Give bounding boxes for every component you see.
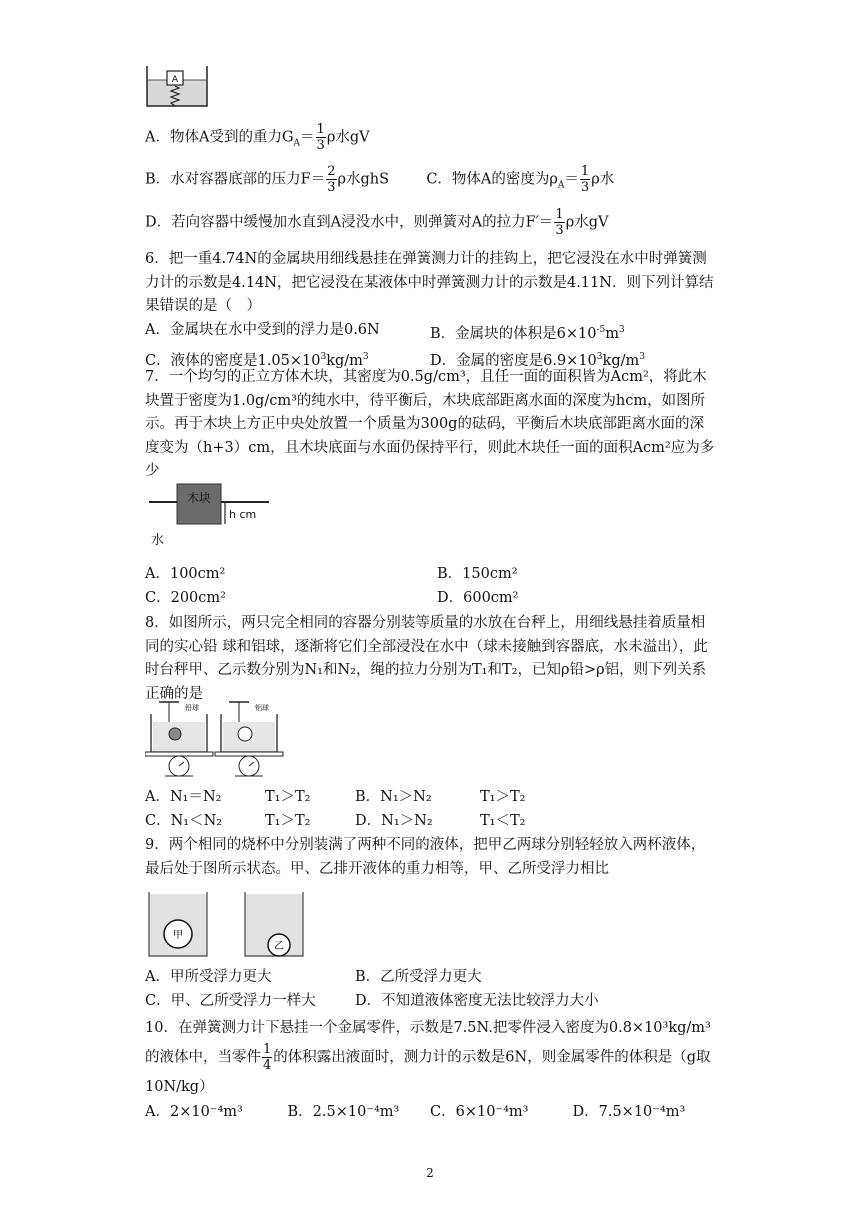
q8-stem: 8．如图所示，两只完全相同的容器分别装等质量的水放在台秤上，用细线悬挂着质量相同的实心铅 球和铝球，逐渐将它们全部浸没在水中（球未接触到容器底，水未溢出），此时台秤甲、乙示数分别为N₁和N₂，绳的拉力分别为T₁和T₂，已知ρ铅>ρ铝，则下列关系正确的是 [145,615,708,702]
q9-stem: 9．两个相同的烧杯中分别装满了两种不同的液体，把甲乙两球分别轻轻放入两杯液体，最后处于图所示状态。甲、乙排开液体的重力相等，甲、乙所受浮力相比 [145,837,706,877]
q10-stem: 10．在弹簧测力计下悬挂一个金属零件，示数是7.5N.把零件浸入密度为0.8×10³kg/m³的液体中，当零件 $\frac{1}{4}$ 的体积露出液面时，测力计的示数是6N，则金属零件的体积是（g取10N/kg） [145,1020,711,1095]
figure-depth-label: h cm [229,508,257,521]
q5-b-fraction: $\frac{2}{3}$ [327,164,336,195]
figure-water-label: 水 [151,533,165,548]
two-beakers-figure [145,890,315,960]
q5-a-eq: ＝ [300,129,315,146]
q7-option-c: C．200cm² [145,589,226,606]
q5-a-sub: A [293,138,301,149]
q5-b-post: ρ水ghS [337,171,390,188]
q6-option-b: B．金属块的体积是$6\times 10^{-5}m^3$ [430,324,625,342]
q10-option-a: A．2×10⁻⁴m³ [145,1104,243,1120]
q5-c-post: ρ水 [591,171,615,188]
q9-option-a: A．甲所受浮力更大 [145,969,272,985]
q5-option-a [145,122,715,156]
q10-fraction: $\frac{1}{4}$ [263,1042,272,1073]
figure-label-a: A [171,75,179,85]
q5-a-text: A．物体A受到的重力G [145,129,294,146]
q5-d-post: ρ水gV [565,214,609,231]
figure-al-label: 铝球 [255,704,269,712]
wood-block-figure [145,480,275,556]
q8-options-cd: C．N₁＜N₂ T₁＞T₂ D．N₁＞N₂ T₁＜T₂ [145,812,526,829]
q7-option-b: B．150cm² [437,566,518,582]
q5-c-fraction: $\frac{1}{3}$ [580,164,590,195]
q10-option-d: D．7.5×10⁻⁴m³ [572,1104,686,1120]
container-spring-figure [145,64,211,108]
q10-option-b: B．2.5×10⁻⁴m³ [287,1104,400,1120]
q7-option-d: D．600cm² [437,589,519,606]
q6-option-c: C．液体的密度是$1.05\times 10^3kg/m^3$ [145,351,369,369]
q9-option-b: B．乙所受浮力更大 [355,969,482,985]
q5-option-bc [145,164,715,198]
q6-option-d: D．金属的密度是$6.9\times 10^3kg/m^3$ [430,351,645,369]
q6-stem: 6．把一重4.74N的金属块用细线悬挂在弹簧测力计的挂钩上，把它浸没在水中时弹簧测力计的示数是4.14N，把它浸没在某液体中时弹簧测力计的示数是4.11N．则下列计算结果错误的是（ ） [145,251,714,314]
q5-d-fraction: $\frac{1}{3}$ [555,207,564,238]
q7-stem: 7．一个均匀的正立方体木块，其密度为0.5g/cm³，且任一面的面积皆为Acm²，将此木块置于密度为1.0g/cm³的纯水中，待平衡后，木块底部距离水面的深度为hcm，如图所示。再于木块上方正中央处放置一个质量为300g的砝码，平衡后木块底部距离水面的深度变为（h+3）cm，且木块底面与水面仍保持平行，则此木块任一面的面积Acm²应为多少 [145,369,715,479]
figure-jia-label: 甲 [173,930,183,941]
two-scales-figure [145,700,285,780]
q5-c-eq: ＝ [564,171,579,188]
q5-option-d [145,207,715,238]
q9-option-c: C．甲、乙所受浮力一样大 [145,992,316,1009]
q6-option-a: A．金属块在水中受到的浮力是0.6N [145,321,380,338]
q5-c-sub: A [557,180,565,191]
q8-options-ab: A．N₁＝N₂ T₁＞T₂ B．N₁＞N₂ T₁＞T₂ [145,789,526,805]
q5-c-text: C．物体A的密度为ρ [426,171,558,188]
q7-option-a: A．100cm² [145,566,226,582]
figure-block-label: 木块 [186,491,212,505]
q5-b-text: B．水对容器底部的压力F＝ [145,171,326,188]
q5-a-fraction: $\frac{1}{3}$ [316,122,325,153]
figure-lead-label: 铅球 [185,704,199,712]
figure-yi-label: 乙 [274,941,284,952]
q5-d-text: D．若向容器中缓慢加水直到A浸没水中，则弹簧对A的拉力F′＝ [145,214,554,231]
page-number: 2 [426,1166,434,1180]
q10-option-c: C．6×10⁻⁴m³ [430,1104,529,1120]
q5-a-post: ρ水gV [326,129,370,146]
q9-option-d: D．不知道液体密度无法比较浮力大小 [355,992,599,1009]
